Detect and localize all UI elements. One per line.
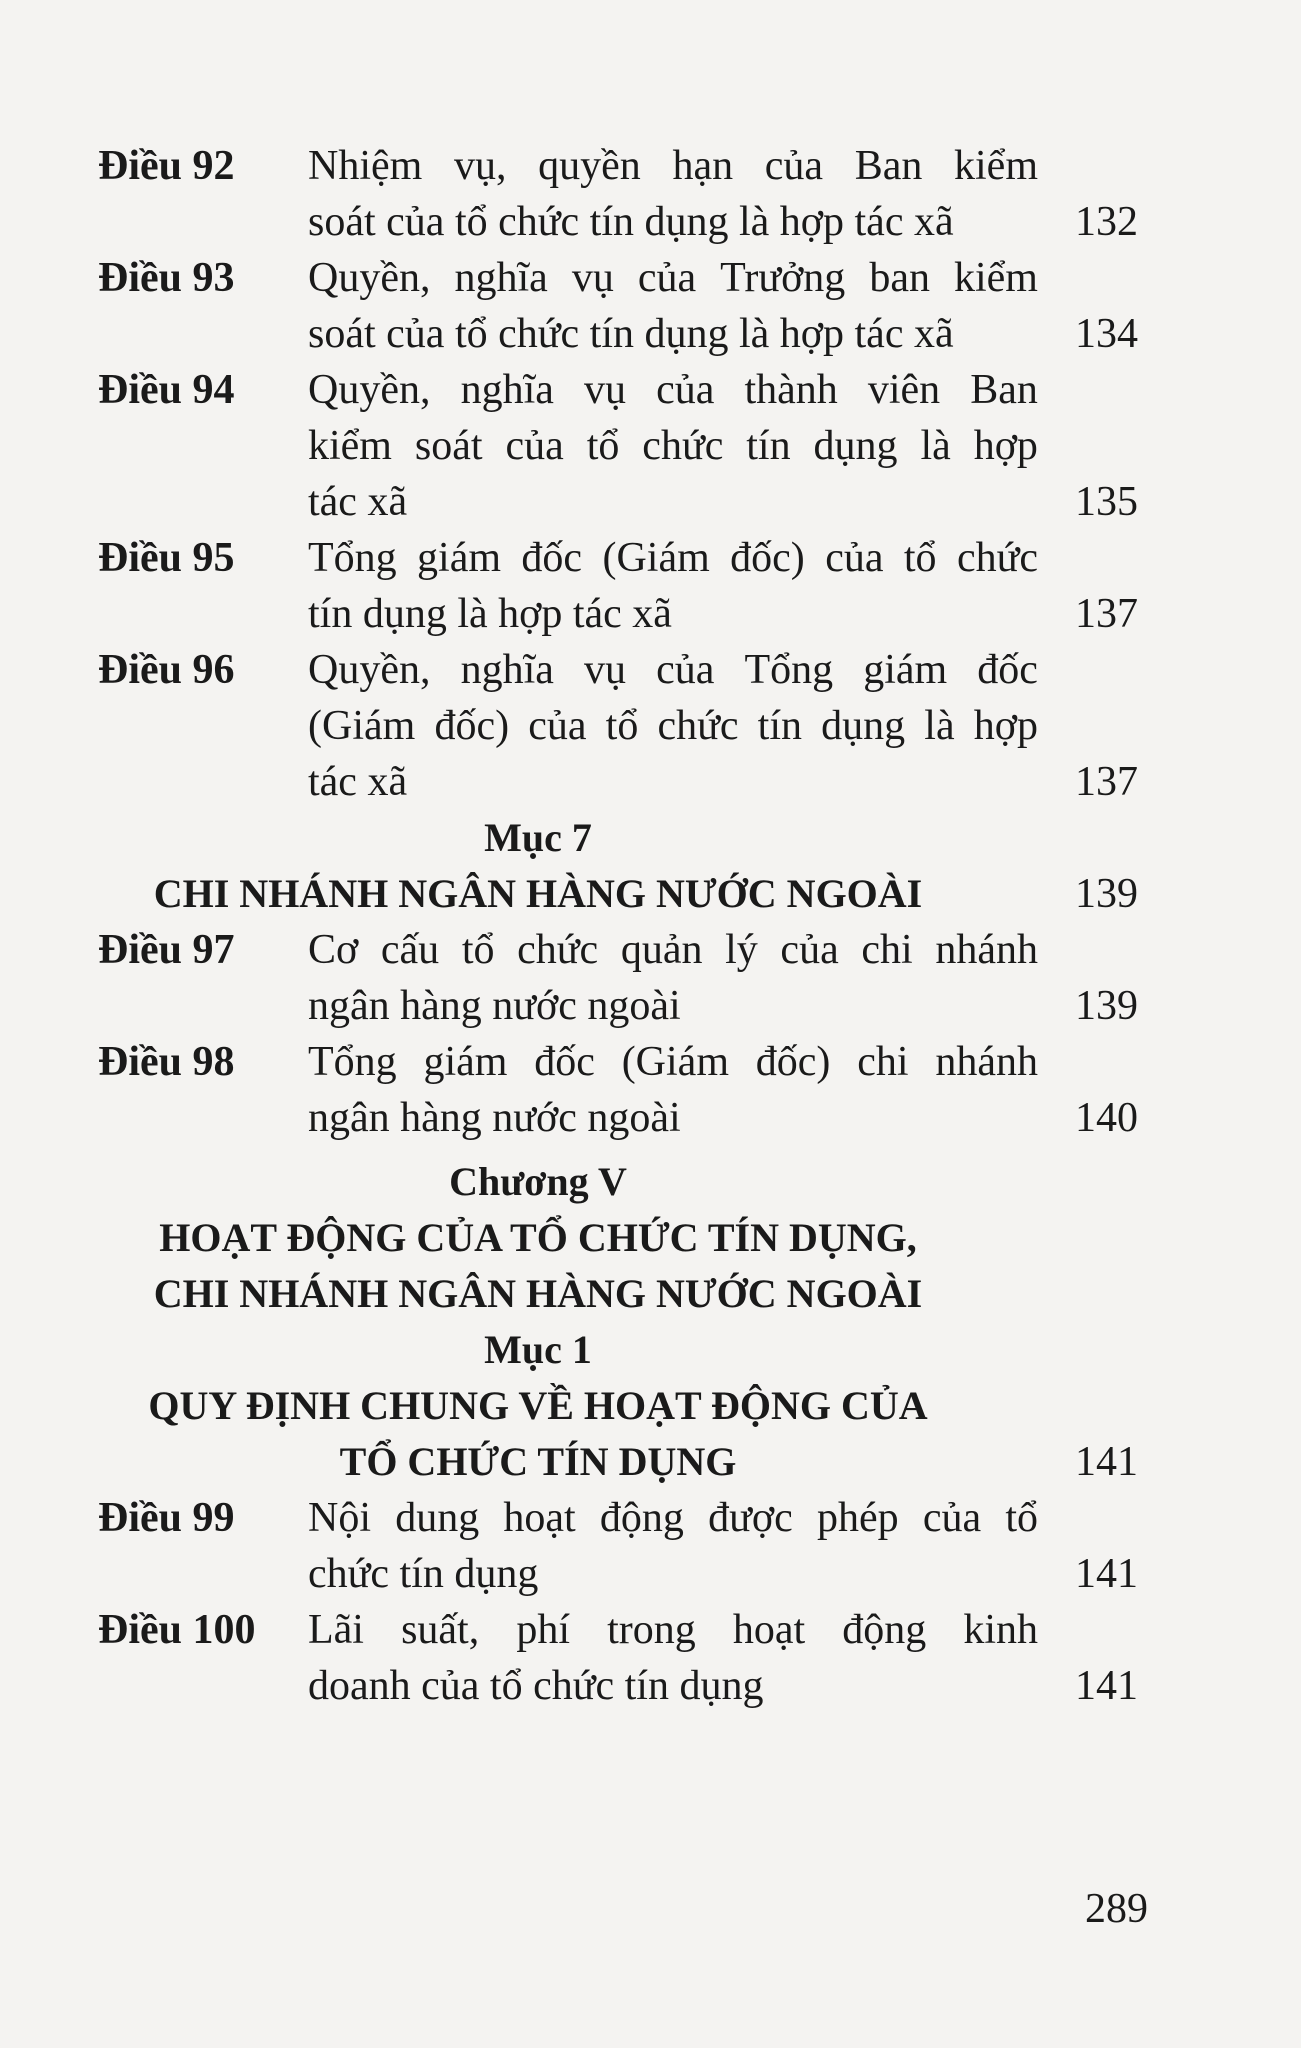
toc-word: của: [656, 647, 715, 693]
toc-entry-title-line: [308, 194, 1038, 250]
section-1-page: 141: [1075, 1439, 1138, 1485]
toc-entry-title-line: [308, 922, 1038, 978]
toc-word: chi: [861, 927, 913, 973]
section-1-line-1: QUY ĐỊNH CHUNG VỀ HOẠT ĐỘNG CỦA: [148, 1383, 928, 1428]
toc-word: phép: [816, 1495, 899, 1541]
toc-word: giám: [423, 1039, 508, 1085]
table-of-contents: [98, 138, 1148, 1714]
toc-word: dụng: [813, 423, 898, 469]
toc-word: là: [920, 423, 951, 469]
toc-word: kiểm: [308, 423, 392, 469]
toc-word: đốc: [534, 1039, 595, 1085]
toc-entry: [98, 138, 1148, 250]
toc-word: tín: [746, 423, 791, 469]
toc-word: tín: [757, 703, 802, 749]
toc-entry-page: 139: [1075, 983, 1138, 1029]
section-1-title: Mục 1: [484, 1327, 592, 1372]
toc-word: Nhiệm: [308, 143, 423, 189]
toc-word: nhánh: [935, 1039, 1038, 1085]
toc-word: đốc: [977, 647, 1038, 693]
toc-entry-label: Điều 94: [98, 367, 235, 413]
toc-entry-title: [308, 530, 1138, 642]
toc-word: suất,: [401, 1607, 480, 1653]
toc-entry-page: 135: [1075, 479, 1138, 525]
section-7-subtitle-row: [98, 866, 1138, 922]
section-1-line-2-row: [98, 1434, 1138, 1490]
toc-word: soát của tổ chức tín dụng là hợp tác xã: [308, 199, 954, 245]
toc-entry-title: [308, 138, 1138, 250]
toc-word: tổ: [586, 423, 620, 469]
toc-word: Nội: [308, 1495, 371, 1541]
toc-word: chức: [517, 927, 599, 973]
toc-word: (Giám: [308, 703, 416, 749]
toc-word: của: [505, 423, 564, 469]
toc-entry-title: [308, 1490, 1138, 1602]
toc-word: giám: [863, 647, 948, 693]
toc-entry-title-line: [308, 698, 1038, 754]
toc-entry-page: 132: [1075, 199, 1138, 245]
toc-word: Quyền,: [308, 647, 431, 693]
toc-entry: [98, 1034, 1148, 1146]
toc-word: kiểm: [953, 255, 1038, 301]
toc-entry: [98, 642, 1148, 810]
toc-entry-label: Điều 99: [98, 1495, 235, 1541]
toc-entry-title-line: [308, 1602, 1038, 1658]
toc-entry-label: Điều 95: [98, 535, 235, 581]
toc-word: của: [656, 367, 715, 413]
toc-word: trong: [607, 1607, 696, 1653]
toc-entry-title-line: [308, 250, 1038, 306]
toc-word: nghĩa: [460, 647, 554, 693]
page-number: 289: [1085, 1886, 1148, 1932]
section-7-subtitle: CHI NHÁNH NGÂN HÀNG NƯỚC NGOÀI: [153, 871, 923, 916]
toc-word: hạn: [672, 143, 734, 189]
toc-entry-title-line: [308, 362, 1038, 418]
toc-entry-label: Điều 92: [98, 143, 235, 189]
toc-word: hoạt: [503, 1495, 576, 1541]
toc-word: nhánh: [935, 927, 1038, 973]
toc-word: chức: [642, 423, 724, 469]
toc-word: Trưởng: [720, 255, 846, 301]
toc-word: thành: [744, 367, 838, 413]
toc-word: soát của tổ chức tín dụng là hợp tác xã: [308, 311, 954, 357]
toc-word: đốc): [434, 703, 510, 749]
toc-entry-title-line: [308, 586, 1038, 642]
toc-word: vụ: [583, 367, 626, 413]
toc-word: của: [528, 703, 587, 749]
toc-word: vụ,: [453, 143, 507, 189]
toc-entry-title: [308, 250, 1138, 362]
toc-word: hợp: [973, 423, 1038, 469]
toc-word: giám: [417, 535, 502, 581]
toc-word: dung: [395, 1495, 480, 1541]
toc-word: tổ: [903, 535, 937, 581]
toc-word: Tổng: [744, 647, 834, 693]
toc-word: tổ: [1005, 1495, 1038, 1541]
section-7-title: Mục 7: [484, 815, 592, 860]
toc-word: Lãi: [308, 1607, 364, 1653]
toc-group-top: [98, 138, 1148, 810]
toc-entry-title-line: [308, 474, 1038, 530]
toc-entry-title: [308, 362, 1138, 530]
toc-entry-title-line: [308, 1490, 1038, 1546]
toc-word: Cơ: [308, 927, 359, 973]
toc-entry-title-line: [308, 1658, 1038, 1714]
toc-word: vụ: [583, 647, 626, 693]
toc-word: soát: [414, 423, 483, 469]
toc-word: (Giám: [621, 1039, 729, 1085]
toc-word: hợp: [973, 703, 1038, 749]
toc-word: là: [924, 703, 955, 749]
toc-entry: [98, 1602, 1148, 1714]
toc-word: Tổng: [308, 535, 397, 581]
toc-word: của: [764, 143, 824, 189]
toc-word: động: [842, 1607, 927, 1653]
toc-entry-title-line: [308, 978, 1038, 1034]
toc-entry: [98, 250, 1148, 362]
toc-entry: [98, 530, 1148, 642]
toc-word: ngân hàng nước ngoài: [308, 1095, 681, 1141]
toc-entry-title-line: [308, 1546, 1038, 1602]
toc-entry-label: Điều 97: [98, 927, 235, 973]
toc-entry: [98, 1490, 1148, 1602]
toc-entry-title: [308, 1034, 1138, 1146]
toc-word: kinh: [963, 1607, 1038, 1653]
toc-entry-title-line: [308, 754, 1038, 810]
toc-entry-title: [308, 922, 1138, 1034]
toc-entry-title-line: [308, 306, 1038, 362]
toc-word: tổ: [461, 927, 495, 973]
toc-word: của: [922, 1495, 982, 1541]
toc-entry-title-line: [308, 530, 1038, 586]
toc-word: dụng: [821, 703, 906, 749]
toc-word: quyền: [538, 143, 641, 189]
toc-entry-title: [308, 1602, 1138, 1714]
toc-word: cấu: [380, 927, 440, 973]
toc-entry-page: 137: [1075, 759, 1138, 805]
toc-word: kiểm: [954, 143, 1038, 189]
toc-word: tác xã: [308, 479, 408, 525]
toc-word: Ban: [854, 143, 923, 189]
toc-word: chi: [857, 1039, 909, 1085]
toc-entry-label: Điều 96: [98, 647, 235, 693]
toc-entry-title-line: [308, 418, 1038, 474]
toc-entry: [98, 362, 1148, 530]
toc-word: chức tín dụng: [308, 1551, 539, 1597]
toc-entry-page: 141: [1075, 1663, 1138, 1709]
toc-word: của: [637, 255, 697, 301]
section-1-heading: [98, 1322, 1138, 1490]
toc-entry-label: Điều 98: [98, 1039, 235, 1085]
section-7-page: 139: [1075, 871, 1138, 917]
toc-entry-page: 140: [1075, 1095, 1138, 1141]
toc-word: chức: [956, 535, 1038, 581]
toc-word: ban: [869, 255, 930, 301]
toc-entry-page: 137: [1075, 591, 1138, 637]
toc-entry-title-line: [308, 1090, 1038, 1146]
toc-entry-page: 134: [1075, 311, 1138, 357]
toc-group-bottom: [98, 1490, 1148, 1714]
section-7-heading: [98, 810, 1138, 922]
toc-word: viên: [867, 367, 941, 413]
toc-word: doanh của tổ chức tín dụng: [308, 1663, 764, 1709]
toc-entry-title-line: [308, 1034, 1038, 1090]
toc-word: hoạt: [732, 1607, 806, 1653]
toc-word: của: [780, 927, 839, 973]
toc-entry-title-line: [308, 642, 1038, 698]
toc-word: nghĩa: [460, 367, 554, 413]
toc-word: (Giám: [602, 535, 710, 581]
toc-group-mid: [98, 922, 1148, 1146]
toc-word: vụ: [571, 255, 614, 301]
toc-word: Quyền,: [308, 255, 431, 301]
toc-entry-label: Điều 100: [98, 1607, 256, 1653]
chapter-5-heading: [98, 1154, 978, 1322]
toc-word: ngân hàng nước ngoài: [308, 983, 681, 1029]
toc-word: đốc: [521, 535, 583, 581]
toc-word: phí: [516, 1607, 570, 1653]
toc-word: đốc): [755, 1039, 831, 1085]
toc-word: chức: [657, 703, 739, 749]
toc-entry-title-line: [308, 138, 1038, 194]
toc-word: của: [825, 535, 884, 581]
toc-word: Ban: [970, 367, 1038, 413]
toc-word: đốc): [730, 535, 805, 581]
toc-word: Tổng: [308, 1039, 397, 1085]
chapter-5-title: Chương V: [449, 1159, 627, 1204]
chapter-5-line-1: HOẠT ĐỘNG CỦA TỔ CHỨC TÍN DỤNG,: [159, 1215, 917, 1260]
toc-entry-label: Điều 93: [98, 255, 235, 301]
toc-word: động: [599, 1495, 684, 1541]
toc-word: được: [708, 1495, 793, 1541]
toc-entry-title: [308, 642, 1138, 810]
toc-word: Quyền,: [308, 367, 431, 413]
toc-entry: [98, 922, 1148, 1034]
toc-word: lý: [725, 927, 758, 973]
chapter-5-line-2: CHI NHÁNH NGÂN HÀNG NƯỚC NGOÀI: [153, 1271, 923, 1316]
toc-entry-page: 141: [1075, 1551, 1138, 1597]
toc-word: tổ: [605, 703, 639, 749]
toc-word: tác xã: [308, 759, 408, 805]
toc-word: tín dụng là hợp tác xã: [308, 591, 672, 637]
toc-word: quản: [620, 927, 703, 973]
section-1-line-2: TỔ CHỨC TÍN DỤNG: [339, 1439, 737, 1484]
toc-word: nghĩa: [454, 255, 548, 301]
